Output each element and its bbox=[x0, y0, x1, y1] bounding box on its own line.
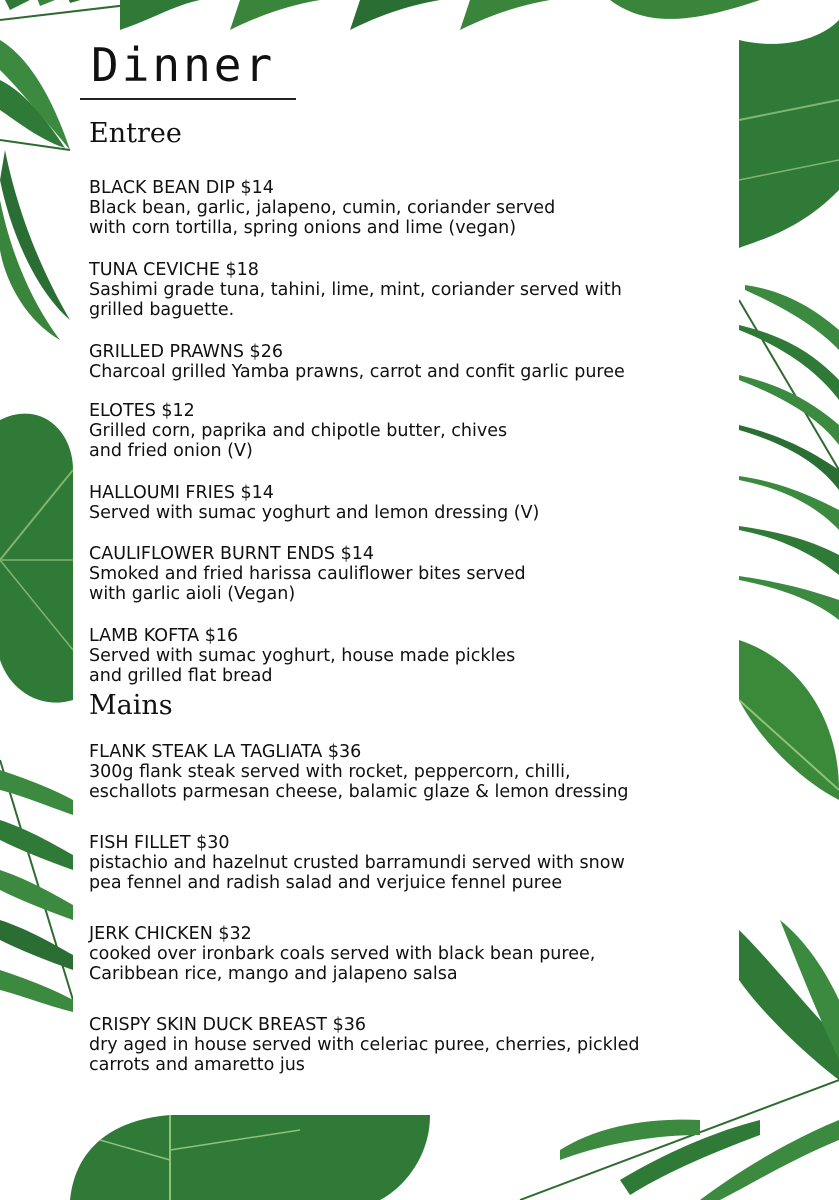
monstera-leaf-bottom bbox=[70, 1115, 430, 1200]
item-name: HALLOUMI FRIES $14 bbox=[89, 483, 274, 503]
menu-item bbox=[89, 260, 729, 320]
menu-item bbox=[89, 401, 729, 461]
title-underline bbox=[80, 98, 296, 100]
menu-item bbox=[89, 833, 729, 893]
palm-frond-right bbox=[739, 285, 839, 620]
menu-item bbox=[89, 178, 729, 238]
menu-item bbox=[89, 342, 729, 382]
item-description: cooked over ironbark coals served with black bean puree, Caribbean rice, mango and jalapeno salsa bbox=[89, 944, 596, 984]
monstera-leaf-left bbox=[0, 414, 73, 703]
item-name: BLACK BEAN DIP $14 bbox=[89, 178, 274, 198]
item-name: TUNA CEVICHE $18 bbox=[89, 260, 259, 280]
item-name: CRISPY SKIN DUCK BREAST $36 bbox=[89, 1015, 366, 1035]
leaf-right-lower bbox=[739, 640, 839, 800]
item-name: JERK CHICKEN $32 bbox=[89, 924, 252, 944]
item-name: GRILLED PRAWNS $26 bbox=[89, 342, 283, 362]
menu-item bbox=[89, 483, 729, 523]
leaf-top-center bbox=[120, 0, 550, 30]
item-description: dry aged in house served with celeriac puree, cherries, pickled carrots and amaretto jus bbox=[89, 1035, 640, 1075]
item-description: 300g flank steak served with rocket, peppercorn, chilli, eschallots parmesan cheese, balamic glaze & lemon dressing bbox=[89, 762, 629, 802]
menu-item bbox=[89, 742, 729, 802]
menu-item bbox=[89, 1015, 729, 1075]
menu-item bbox=[89, 626, 729, 686]
item-name: ELOTES $12 bbox=[89, 401, 195, 421]
item-description: Served with sumac yoghurt and lemon dressing (V) bbox=[89, 503, 540, 523]
menu-item bbox=[89, 544, 729, 604]
section-heading-entree: Entree bbox=[89, 118, 182, 149]
item-description: Sashimi grade tuna, tahini, lime, mint, coriander served with grilled baguette. bbox=[89, 280, 622, 320]
item-description: Smoked and fried harissa cauliflower bites served with garlic aioli (Vegan) bbox=[89, 564, 526, 604]
item-description: Grilled corn, paprika and chipotle butter, chives and fried onion (V) bbox=[89, 421, 508, 461]
item-name: FLANK STEAK LA TAGLIATA $36 bbox=[89, 742, 362, 762]
item-description: pistachio and hazelnut crusted barramundi served with snow pea fennel and radish salad and verjuice fennel puree bbox=[89, 853, 625, 893]
item-description: Charcoal grilled Yamba prawns, carrot and confit garlic puree bbox=[89, 362, 625, 382]
menu-item bbox=[89, 924, 729, 984]
menu-card bbox=[73, 30, 739, 1115]
item-description: Black bean, garlic, jalapeno, cumin, coriander served with corn tortilla, spring onions and lime (vegan) bbox=[89, 198, 556, 238]
section-heading-mains: Mains bbox=[89, 690, 173, 721]
item-description: Served with sumac yoghurt, house made pickles and grilled flat bread bbox=[89, 646, 516, 686]
item-name: FISH FILLET $30 bbox=[89, 833, 230, 853]
item-name: CAULIFLOWER BURNT ENDS $14 bbox=[89, 544, 374, 564]
menu-title: Dinner bbox=[91, 38, 276, 92]
item-name: LAMB KOFTA $16 bbox=[89, 626, 239, 646]
fern-leaf-left-lower bbox=[0, 760, 73, 1012]
